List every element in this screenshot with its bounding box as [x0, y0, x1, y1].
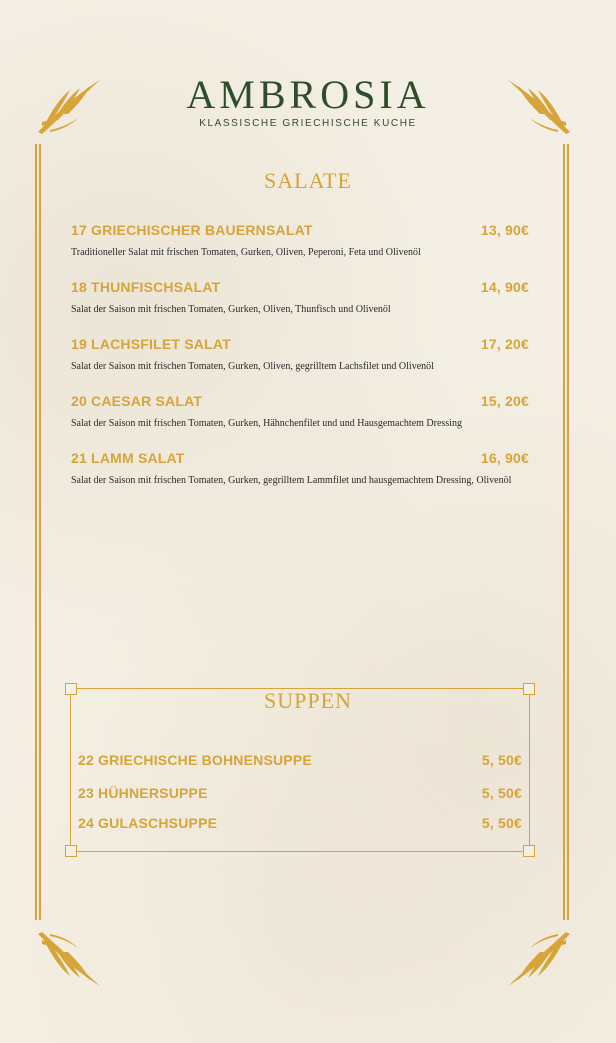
frame-corner: [65, 845, 77, 857]
menu-item-description: Salat der Saison mit frischen Tomaten, Gurken, gegrilltem Lammfilet und hausgemachtem Dressing, Olivenöl: [71, 475, 512, 486]
menu-item-price: 17, 20€: [480, 336, 529, 352]
section-title-suppen: SUPPEN: [264, 688, 352, 713]
menu-item: [78, 752, 522, 768]
menu-item-price: 5, 50€: [481, 785, 522, 801]
menu-item: [78, 785, 522, 801]
menu-item-name: 24 GULASCHSUPPE: [78, 815, 218, 831]
menu-item: [71, 279, 529, 319]
brand-logo: AMBROSIA: [186, 72, 430, 117]
menu-item-description: Salat der Saison mit frischen Tomaten, Gurken, Hähnchenfilet und und Hausgemachtem Dressing: [71, 418, 462, 429]
menu-item-description: Salat der Saison mit frischen Tomaten, Gurken, Oliven, gegrilltem Lachsfilet und Olivenöl: [71, 361, 434, 372]
section-title-salate: SALATE: [264, 168, 352, 193]
menu-item-name: 17 GRIECHISCHER BAUERNSALAT: [71, 222, 313, 238]
brand-tagline: KLASSISCHE GRIECHISCHE KUCHE: [199, 118, 417, 129]
menu-item: [71, 450, 529, 490]
menu-item-price: 5, 50€: [481, 752, 522, 768]
menu-item-price: 15, 20€: [480, 393, 529, 409]
menu-item-price: 16, 90€: [480, 450, 529, 466]
wheat-ornament-icon: [34, 930, 104, 990]
menu-item-name: 23 HÜHNERSUPPE: [78, 785, 208, 801]
menu-item: [71, 222, 529, 262]
menu-item-description: Traditioneller Salat mit frischen Tomaten, Gurken, Oliven, Peperoni, Feta und Olivenöl: [71, 247, 421, 258]
menu-item: [71, 393, 529, 433]
menu-item-price: 13, 90€: [480, 222, 529, 238]
menu-item-name: 22 GRIECHISCHE BOHNENSUPPE: [78, 752, 312, 768]
menu-item-name: 20 CAESAR SALAT: [71, 393, 203, 409]
menu-item: [78, 815, 522, 831]
menu-item-description: Salat der Saison mit frischen Tomaten, Gurken, Oliven, Thunfisch und Olivenöl: [71, 304, 391, 315]
menu-item-name: 19 LACHSFILET SALAT: [71, 336, 231, 352]
menu-item-name: 21 LAMM SALAT: [71, 450, 185, 466]
menu-item-price: 5, 50€: [481, 815, 522, 831]
menu-item: [71, 336, 529, 376]
menu-item-name: 18 THUNFISCHSALAT: [71, 279, 221, 295]
right-border-rule: [563, 144, 569, 920]
left-border-rule: [35, 144, 41, 920]
wheat-ornament-icon: [504, 930, 574, 990]
frame-corner: [523, 845, 535, 857]
menu-item-price: 14, 90€: [480, 279, 529, 295]
